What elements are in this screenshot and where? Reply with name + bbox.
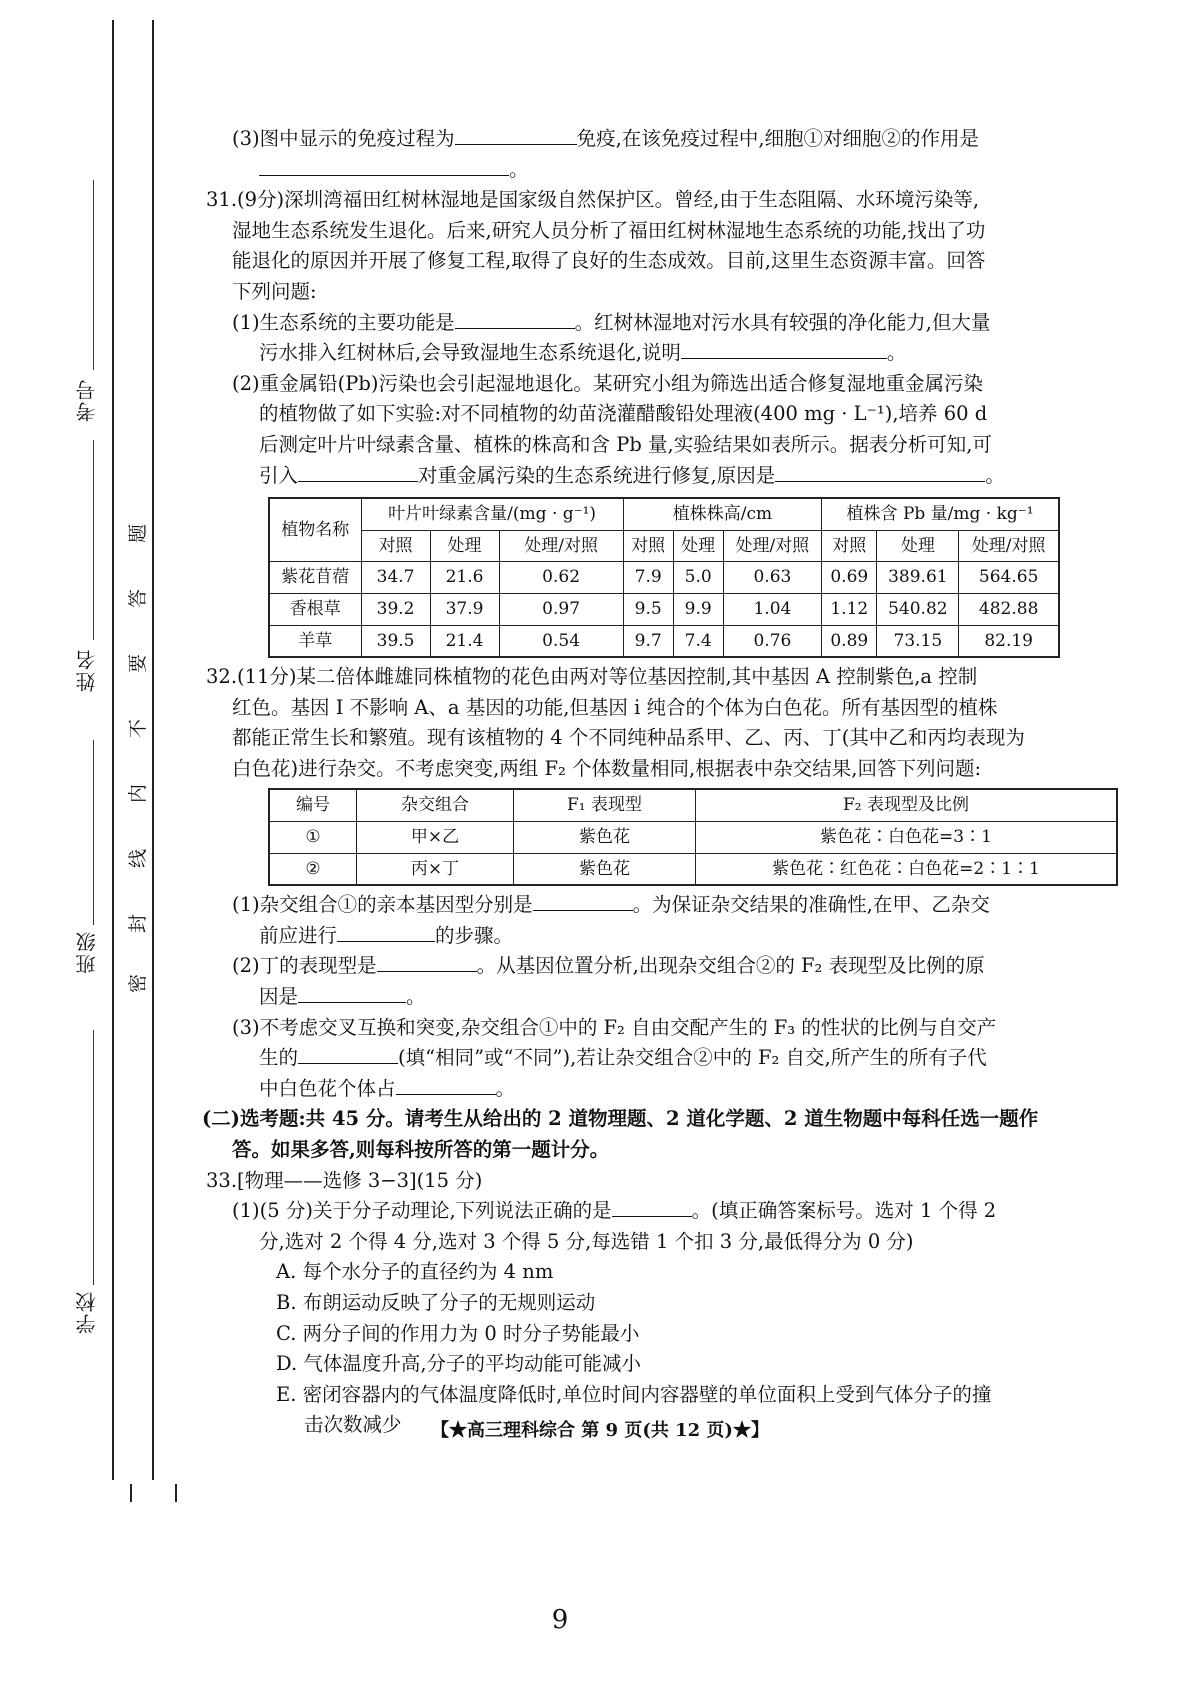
text: 免疫,在该免疫过程中,细胞①对细胞②的作用是: [576, 127, 980, 150]
option-b: B. 布朗运动反映了分子的无规则运动: [276, 1290, 596, 1314]
text: 污水排入红树林后,会导致湿地生态系统退化,说明: [259, 341, 681, 365]
table-cell: 紫色花∶白色花=3∶1: [696, 822, 1118, 854]
question-31-2-cont: [206, 461, 1156, 492]
table-cell: ①: [269, 822, 357, 854]
table-cell: 9.9: [673, 593, 723, 625]
table-row: [269, 853, 1117, 885]
seal-char: 线: [127, 848, 150, 869]
table-cell: 羊草: [269, 625, 361, 657]
table-cell: 37.9: [430, 593, 499, 625]
edge-tick: [130, 1484, 132, 1502]
label-class: 班级: [75, 930, 99, 974]
table-subheader: 对照: [822, 530, 877, 562]
answer-blank[interactable]: [533, 890, 633, 911]
table-subheader: 处理/对照: [499, 530, 623, 562]
table-cell: 紫花苜蓿: [269, 562, 361, 594]
question-30-3: [206, 124, 1156, 155]
table-header: 植株含 Pb 量/mg · kg⁻¹: [822, 498, 1059, 530]
page-number: 9: [551, 1605, 569, 1635]
question-32-text: 红色。基因 I 不影响 A、a 基因的功能,但基因 i 纯合的个体为白色花。所有基因型的植株: [232, 695, 998, 719]
exam-number-blank[interactable]: [93, 180, 94, 370]
text: 生的: [259, 1046, 299, 1070]
text: 对重金属污染的生态系统进行修复,原因是: [418, 463, 776, 487]
text: (2)丁的表现型是: [232, 954, 377, 978]
seal-char: 不: [127, 718, 150, 739]
section-2-heading: (二)选考题:共 45 分。请考生从给出的 2 道物理题、2 道化学题、2 道生物题中每科任选一题作: [202, 1107, 1039, 1131]
question-32-text: 都能正常生长和繁殖。现有该植物的 4 个不同纯种品系甲、乙、丙、丁(其中乙和丙均表现为: [232, 726, 1025, 750]
question-33-title: 33.[物理——选修 3−3](15 分): [206, 1168, 483, 1192]
table-cell: 0.54: [499, 625, 623, 657]
table-cell: 39.2: [361, 593, 430, 625]
text: 。: [886, 341, 907, 365]
table-header-row: [269, 789, 1117, 821]
text: 。: [406, 985, 426, 1009]
question-32-3-cont: [206, 1074, 1156, 1105]
text: 。为保证杂交结果的准确性,在甲、乙杂交: [632, 893, 990, 917]
table-cell: 0.97: [499, 593, 623, 625]
page-content: [202, 124, 1156, 1441]
label-exam-number: 考号: [75, 378, 99, 422]
answer-blank[interactable]: [259, 155, 509, 176]
seal-char: 内: [127, 783, 150, 804]
table-header: 植物名称: [269, 498, 361, 562]
answer-blank[interactable]: [681, 338, 887, 359]
option-e-cont: 击次数减少: [304, 1413, 402, 1437]
text: (3)图中显示的免疫过程为: [232, 127, 455, 150]
question-31-text: 能退化的原因并开展了修复工程,取得了良好的生态成效。目前,这里生态资源丰富。回答: [232, 249, 986, 273]
answer-blank[interactable]: [298, 982, 406, 1003]
class-blank[interactable]: [93, 740, 94, 925]
table-row: [269, 593, 1059, 625]
text: 前应进行: [259, 923, 338, 947]
seal-char: 密: [127, 973, 150, 994]
question-31-2-cont: 的植物做了如下实验:对不同植物的幼苗浇灌醋酸铅处理液(400 mg · L⁻¹),培养 60 d: [259, 402, 988, 426]
table-subheader: 处理: [877, 530, 959, 562]
cross-result-table: [268, 788, 1118, 886]
table-cell: 82.19: [959, 625, 1059, 657]
question-32-2: [206, 951, 1156, 982]
table-cell: 389.61: [877, 562, 959, 594]
text: 中白色花个体占: [259, 1076, 396, 1100]
text: 的步骤。: [435, 923, 514, 947]
label-name: 姓名: [75, 648, 99, 692]
table-subheader: 处理: [673, 530, 723, 562]
question-31-text: 湿地生态系统发生退化。后来,研究人员分析了福田红树林湿地生态系统的功能,找出了功: [232, 218, 986, 242]
question-32-1: [206, 890, 1156, 921]
table-cell: 丙×丁: [357, 853, 514, 885]
table-cell: 香根草: [269, 593, 361, 625]
table-cell: 紫色花∶红色花∶白色花=2∶1∶1: [696, 853, 1118, 885]
section-2-heading-cont: 答。如果多答,则每科按所答的第一题计分。: [232, 1138, 610, 1161]
table-row: [269, 562, 1059, 594]
answer-blank[interactable]: [337, 921, 435, 942]
text: 因是: [259, 985, 299, 1009]
text: 。: [509, 157, 529, 181]
table-cell: 1.04: [723, 593, 821, 625]
text: (1)(5 分)关于分子动理论,下列说法正确的是: [232, 1199, 612, 1223]
seal-char: 封: [127, 913, 150, 934]
answer-blank[interactable]: [298, 461, 418, 482]
table-row: [269, 822, 1117, 854]
table-row: [269, 625, 1059, 657]
label-school: 学校: [75, 1290, 99, 1334]
table-cell: 1.12: [822, 593, 877, 625]
answer-blank[interactable]: [396, 1074, 496, 1095]
question-32-title: 32.(11分)某二倍体雌雄同株植物的花色由两对等位基因控制,其中基因 A 控制紫色,a 控制: [206, 665, 978, 689]
seal-char: 题: [127, 523, 150, 544]
seal-char: 要: [127, 653, 150, 674]
question-33-1: [206, 1196, 1156, 1227]
edge-tick: [175, 1484, 177, 1502]
table-cell: 5.0: [673, 562, 723, 594]
text: (填“相同”或“不同”),若让杂交组合②中的 F₂ 自交,所产生的所有子代: [398, 1046, 987, 1070]
question-31-1: [206, 308, 1156, 339]
school-blank[interactable]: [93, 1030, 94, 1285]
table-cell: 564.65: [959, 562, 1059, 594]
table-cell: 9.7: [623, 625, 673, 657]
answer-blank[interactable]: [612, 1196, 692, 1217]
table-subheader: 对照: [361, 530, 430, 562]
question-31-2-cont: 后测定叶片叶绿素含量、植株的株高和含 Pb 量,实验结果如表所示。据表分析可知,可: [259, 432, 992, 456]
question-31-text: 下列问题:: [232, 279, 317, 303]
table-cell: 0.62: [499, 562, 623, 594]
table-cell: 21.6: [430, 562, 499, 594]
text: 。从基因位置分析,出现杂交组合②的 F₂ 表现型及比例的原: [476, 954, 985, 978]
table-subheader: 处理/对照: [959, 530, 1059, 562]
text: 。: [495, 1076, 516, 1100]
table-cell: 39.5: [361, 625, 430, 657]
table-header: F₁ 表现型: [514, 789, 696, 821]
table-cell: 甲×乙: [357, 822, 514, 854]
table-header-row: [269, 498, 1059, 530]
table-cell: 0.76: [723, 625, 821, 657]
seal-char: 答: [127, 588, 150, 609]
table-cell: 482.88: [959, 593, 1059, 625]
question-33-1-cont: 分,选对 2 个得 4 分,选对 3 个得 5 分,每选错 1 个扣 3 分,最低得分为 0 分): [259, 1229, 914, 1253]
answer-blank[interactable]: [775, 461, 985, 482]
table-subheader-row: [269, 530, 1059, 562]
answer-blank[interactable]: [298, 1043, 398, 1064]
option-d: D. 气体温度升高,分子的平均动能可能减小: [276, 1352, 642, 1376]
answer-blank[interactable]: [455, 308, 575, 329]
table-subheader: 对照: [623, 530, 673, 562]
table-cell: 540.82: [877, 593, 959, 625]
table-header: 编号: [269, 789, 357, 821]
text: 。: [985, 463, 1005, 487]
table-cell: 0.63: [723, 562, 821, 594]
question-32-1-cont: [206, 921, 1156, 952]
table-subheader: 处理/对照: [723, 530, 821, 562]
lead-experiment-table: [268, 497, 1060, 658]
option-c: C. 两分子间的作用力为 0 时分子势能最小: [276, 1321, 640, 1345]
table-cell: 0.89: [822, 625, 877, 657]
text: 。(填正确答案标号。选对 1 个得 2: [691, 1199, 997, 1223]
table-header: 杂交组合: [357, 789, 514, 821]
table-cell: 7.4: [673, 625, 723, 657]
text: 。红树林湿地对污水具有较强的净化能力,但大量: [574, 310, 991, 334]
question-31-title: 31.(9分)深圳湾福田红树林湿地是国家级自然保护区。曾经,由于生态阻隔、水环境污染等,: [206, 188, 980, 212]
table-subheader: 处理: [430, 530, 499, 562]
option-a: A. 每个水分子的直径约为 4 nm: [276, 1260, 554, 1284]
table-header: 植株株高/cm: [623, 498, 821, 530]
answer-blank[interactable]: [377, 951, 477, 972]
table-header: 叶片叶绿素含量/(mg · g⁻¹): [361, 498, 623, 530]
option-e: E. 密闭容器内的气体温度降低时,单位时间内容器壁的单位面积上受到气体分子的撞: [276, 1382, 992, 1406]
question-32-text: 白色花)进行杂交。不考虑突变,两组 F₂ 个体数量相同,根据表中杂交结果,回答下列问题:: [232, 756, 982, 780]
table-cell: 73.15: [877, 625, 959, 657]
table-cell: 9.5: [623, 593, 673, 625]
table-cell: 7.9: [623, 562, 673, 594]
question-31-2: (2)重金属铅(Pb)污染也会引起湿地退化。某研究小组为筛选出适合修复湿地重金属污染: [232, 371, 983, 395]
table-cell: 34.7: [361, 562, 430, 594]
binding-line-outer: [112, 20, 114, 1480]
text: 引入: [259, 463, 299, 487]
table-cell: 紫色花: [514, 853, 696, 885]
text: (1)生态系统的主要功能是: [232, 310, 455, 334]
page-footer: 【★高三理科综合 第 9 页(共 12 页)★】: [431, 1420, 769, 1441]
name-blank[interactable]: [93, 440, 94, 640]
question-32-3-cont: [206, 1043, 1156, 1074]
question-30-3-cont: [206, 155, 1156, 186]
table-header: F₂ 表现型及比例: [696, 789, 1118, 821]
table-cell: 21.4: [430, 625, 499, 657]
text: (1)杂交组合①的亲本基因型分别是: [232, 893, 533, 917]
table-cell: ②: [269, 853, 357, 885]
question-32-2-cont: [206, 982, 1156, 1013]
binding-line-inner: [152, 20, 154, 1480]
table-cell: 0.69: [822, 562, 877, 594]
question-32-3: (3)不考虑交叉互换和突变,杂交组合①中的 F₂ 自由交配产生的 F₃ 的性状的比例与自交产: [232, 1015, 997, 1039]
table-cell: 紫色花: [514, 822, 696, 854]
question-31-1-cont: [206, 338, 1156, 369]
answer-blank[interactable]: [455, 124, 577, 145]
